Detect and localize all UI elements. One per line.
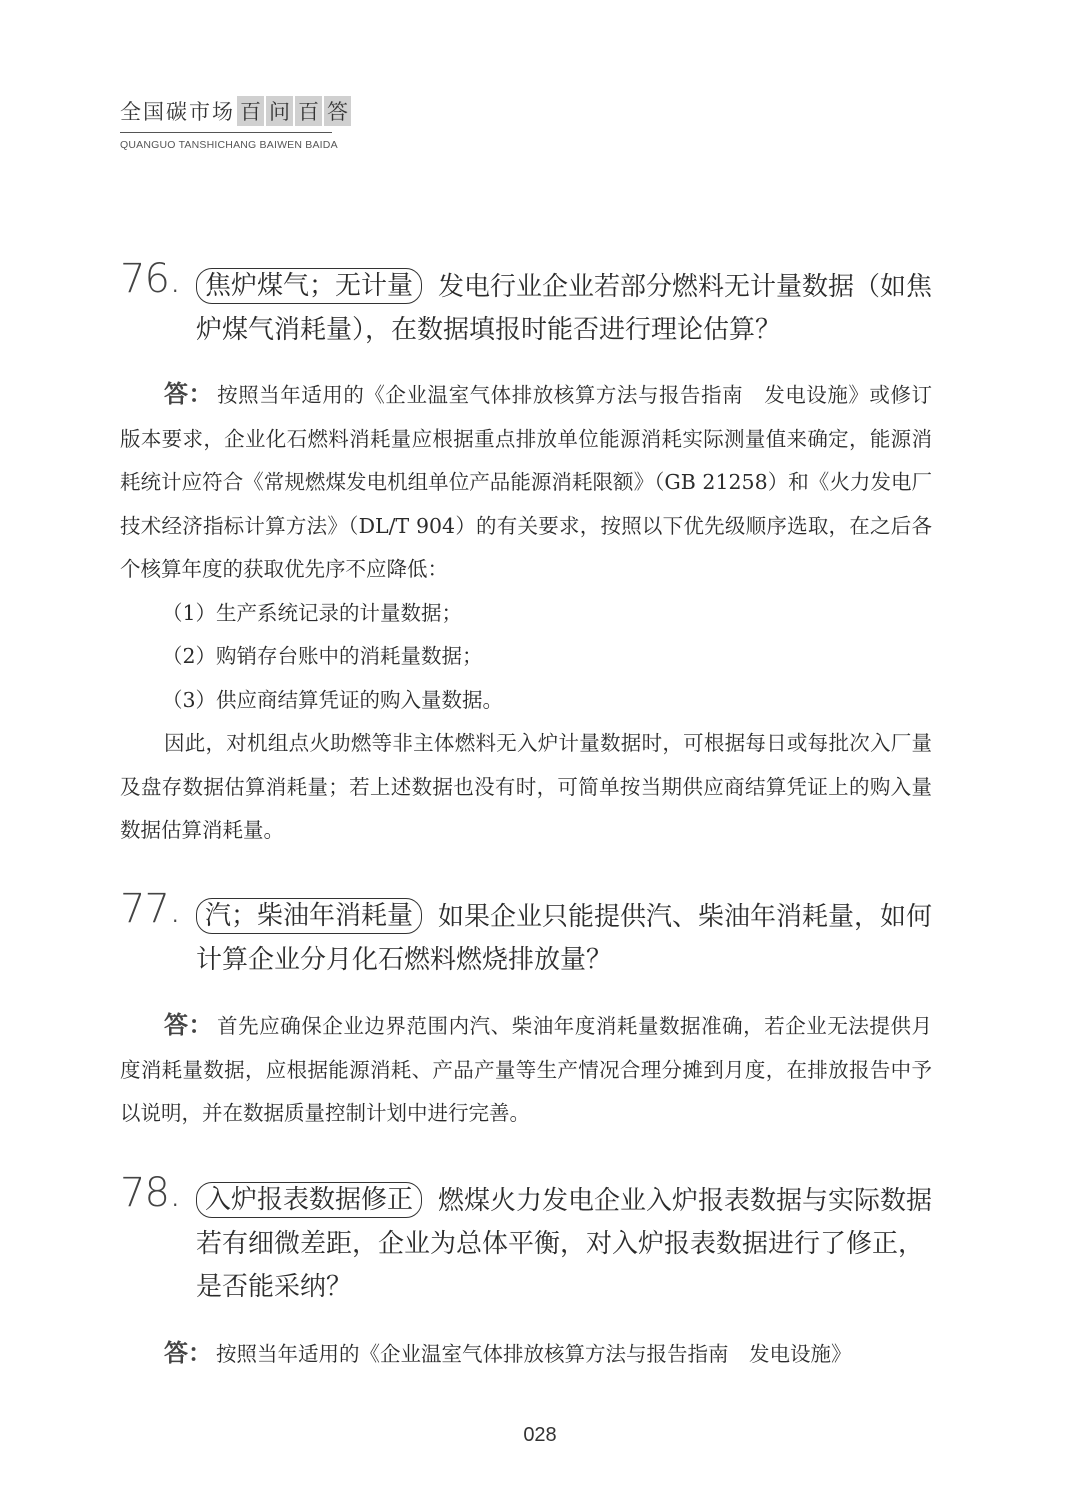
book-title-shaded (235, 96, 351, 126)
question-76 (120, 256, 940, 352)
question-tag: 入炉报表数据修正 (196, 1182, 422, 1218)
question-tag: 汽；柴油年消耗量 (196, 898, 422, 934)
title-char: 百 (237, 96, 264, 126)
answer-item: （2）购销存台账中的消耗量数据； (162, 644, 483, 668)
answer-label: 答： (164, 380, 214, 408)
page-number: 028 (523, 1424, 557, 1446)
answer-text: 按照当年适用的《企业温室气体排放核算方法与报告指南 发电设施》或修订版本要求，企业化石燃料消耗量应根据重点排放单位能源消耗实际测量值来确定，能源消耗统计应符合《常规燃煤发电机组单位产品能源消耗限额》（GB 21258）和《火力发电厂技术经济指标计算方法》（DL/T 904）的有关要求，按照以下优先级顺序选取，在之后各个核算年度的获取优先序不应降低： (120, 383, 933, 581)
answer-label: 答： (164, 1011, 214, 1039)
title-char: 百 (295, 96, 322, 126)
answer-77 (120, 1004, 932, 1136)
question-tag: 焦炉煤气；无计量 (196, 268, 422, 304)
answer-conclusion: 因此，对机组点火助燃等非主体燃料无入炉计量数据时，可根据每日或每批次入厂量及盘存数据估算消耗量；若上述数据也没有时，可简单按当期供应商结算凭证上的购入量数据估算消耗量。 (120, 731, 932, 842)
answer-body (120, 1004, 932, 1136)
header-rule (120, 132, 332, 133)
question-78 (120, 1170, 940, 1309)
book-subtitle: QUANGUO TANSHICHANG BAIWEN BAIDA (120, 139, 338, 151)
book-title (120, 96, 351, 126)
question-77 (120, 886, 940, 982)
question-heading (120, 1170, 940, 1309)
question-text: 如果企业只能提供汽、柴油年消耗量，如何计算企业分月化石燃料燃烧排放量？ (196, 902, 933, 975)
question-heading (120, 886, 940, 982)
title-char: 答 (324, 96, 351, 126)
answer-intro (120, 373, 932, 592)
answer-78 (120, 1332, 932, 1377)
answer-item: （3）供应商结算凭证的购入量数据。 (162, 687, 504, 712)
answer-label: 答： (164, 1339, 212, 1367)
answer-text: 首先应确保企业边界范围内汽、柴油年度消耗量数据准确，若企业无法提供月度消耗量数据，应根据能源消耗、产品产量等生产情况合理分摊到月度，在排放报告中予以说明，并在数据质量控制计划中进行完善。 (120, 1014, 933, 1125)
title-char: 问 (266, 96, 293, 126)
question-number: 78. (120, 1170, 181, 1216)
book-title-main: 全国碳市场 (120, 100, 235, 124)
question-text: 燃煤火力发电企业入炉报表数据与实际数据若有细微差距，企业为总体平衡，对入炉报表数据进行了修正，是否能采纳？ (196, 1186, 933, 1302)
answer-76 (120, 373, 932, 853)
question-text: 发电行业企业若部分燃料无计量数据（如焦炉煤气消耗量），在数据填报时能否进行理论估算？ (196, 272, 933, 345)
answer-body (120, 1332, 932, 1377)
question-heading (120, 256, 940, 352)
question-number: 77. (120, 886, 181, 932)
running-header (120, 96, 351, 151)
answer-text: 按照当年适用的《企业温室气体排放核算方法与报告指南 发电设施》 (216, 1342, 852, 1366)
answer-item: （1）生产系统记录的计量数据； (162, 600, 463, 625)
question-number: 76. (120, 256, 181, 302)
